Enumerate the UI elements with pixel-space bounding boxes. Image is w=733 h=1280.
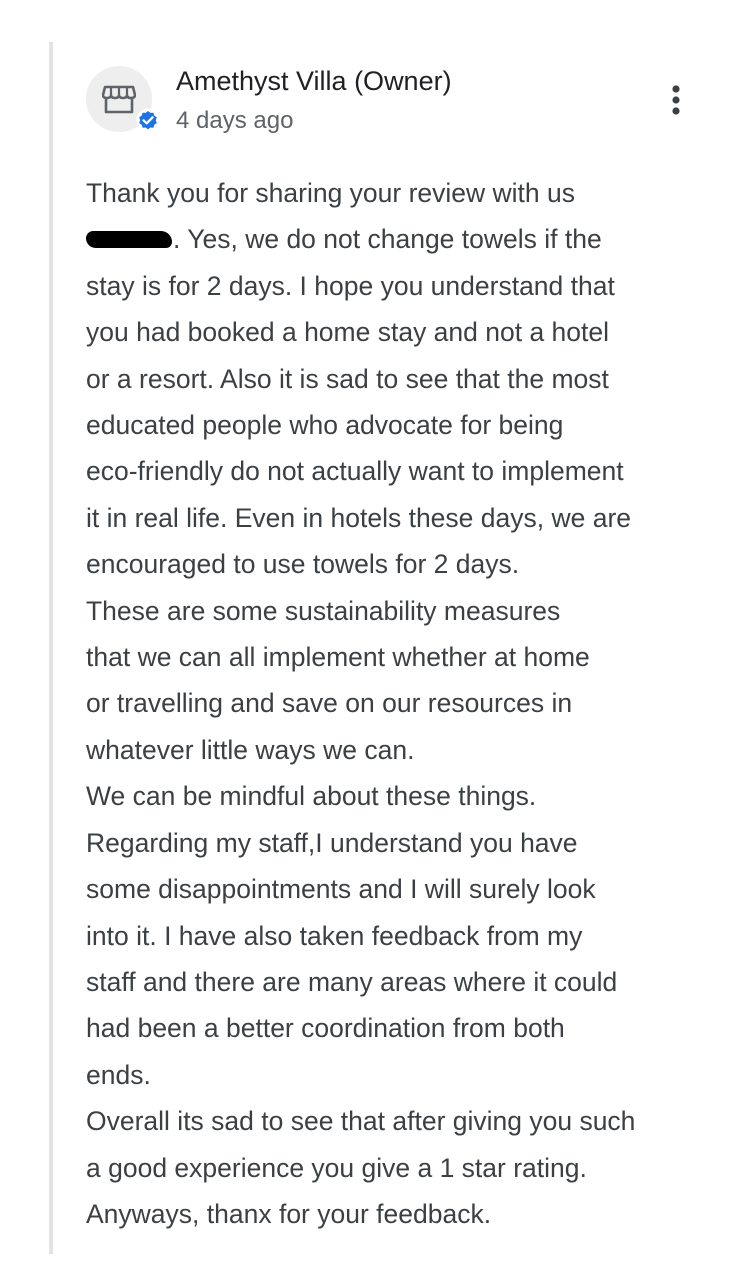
reply-line: whatever little ways we can. <box>86 734 415 765</box>
reply-line: a good experience you give a 1 star rating. <box>86 1152 587 1183</box>
reply-line: Anyways, thanx for your feedback. <box>86 1198 492 1229</box>
redacted-reviewer-name <box>86 231 172 248</box>
reply-line: or a resort. Also it is sad to see that the most <box>86 363 609 394</box>
reply-line: eco-friendly do not actually want to implement <box>86 456 624 487</box>
owner-name[interactable]: Amethyst Villa (Owner) <box>176 66 452 96</box>
reply-header <box>86 60 706 170</box>
reply-line: ends. <box>86 1059 151 1090</box>
reply-line: it in real life. Even in hotels these days, we are <box>86 502 632 533</box>
reply-text <box>86 170 706 1237</box>
reply-line: some disappointments and I will surely look <box>86 874 596 905</box>
reply-line-text: . Yes, we do not change towels if the <box>173 224 602 255</box>
reply-line: encouraged to use towels for 2 days. <box>86 549 520 580</box>
reply-line: staff and there are many areas where it could <box>86 966 618 997</box>
reply-line: into it. I have also taken feedback from my <box>86 920 583 951</box>
reply-line: or travelling and save on our resources in <box>86 688 573 719</box>
more-vert-icon <box>671 84 681 116</box>
reply-line: Thank you for sharing your review with us <box>86 178 575 208</box>
reply-line: that we can all implement whether at home <box>86 642 590 673</box>
reply-timestamp: 4 days ago <box>176 107 294 134</box>
reply-line <box>86 216 706 262</box>
reply-line: These are some sustainability measures <box>86 595 561 626</box>
reply-line: educated people who advocate for being <box>86 410 564 441</box>
reply-line: We can be mindful about these things. <box>86 781 537 812</box>
reply-line: you had booked a home stay and not a hotel <box>86 317 610 348</box>
reply-line: stay is for 2 days. I hope you understand that <box>86 270 615 301</box>
reply-line: Regarding my staff,I understand you have <box>86 827 578 858</box>
more-options-button[interactable] <box>660 76 692 124</box>
owner-reply <box>86 60 706 1237</box>
reply-line: Overall its sad to see that after giving you such <box>86 1106 636 1137</box>
verified-check-icon <box>136 108 160 132</box>
store-icon <box>102 83 136 115</box>
thread-rule <box>49 42 53 1254</box>
reply-line: had been a better coordination from both <box>86 1013 565 1044</box>
